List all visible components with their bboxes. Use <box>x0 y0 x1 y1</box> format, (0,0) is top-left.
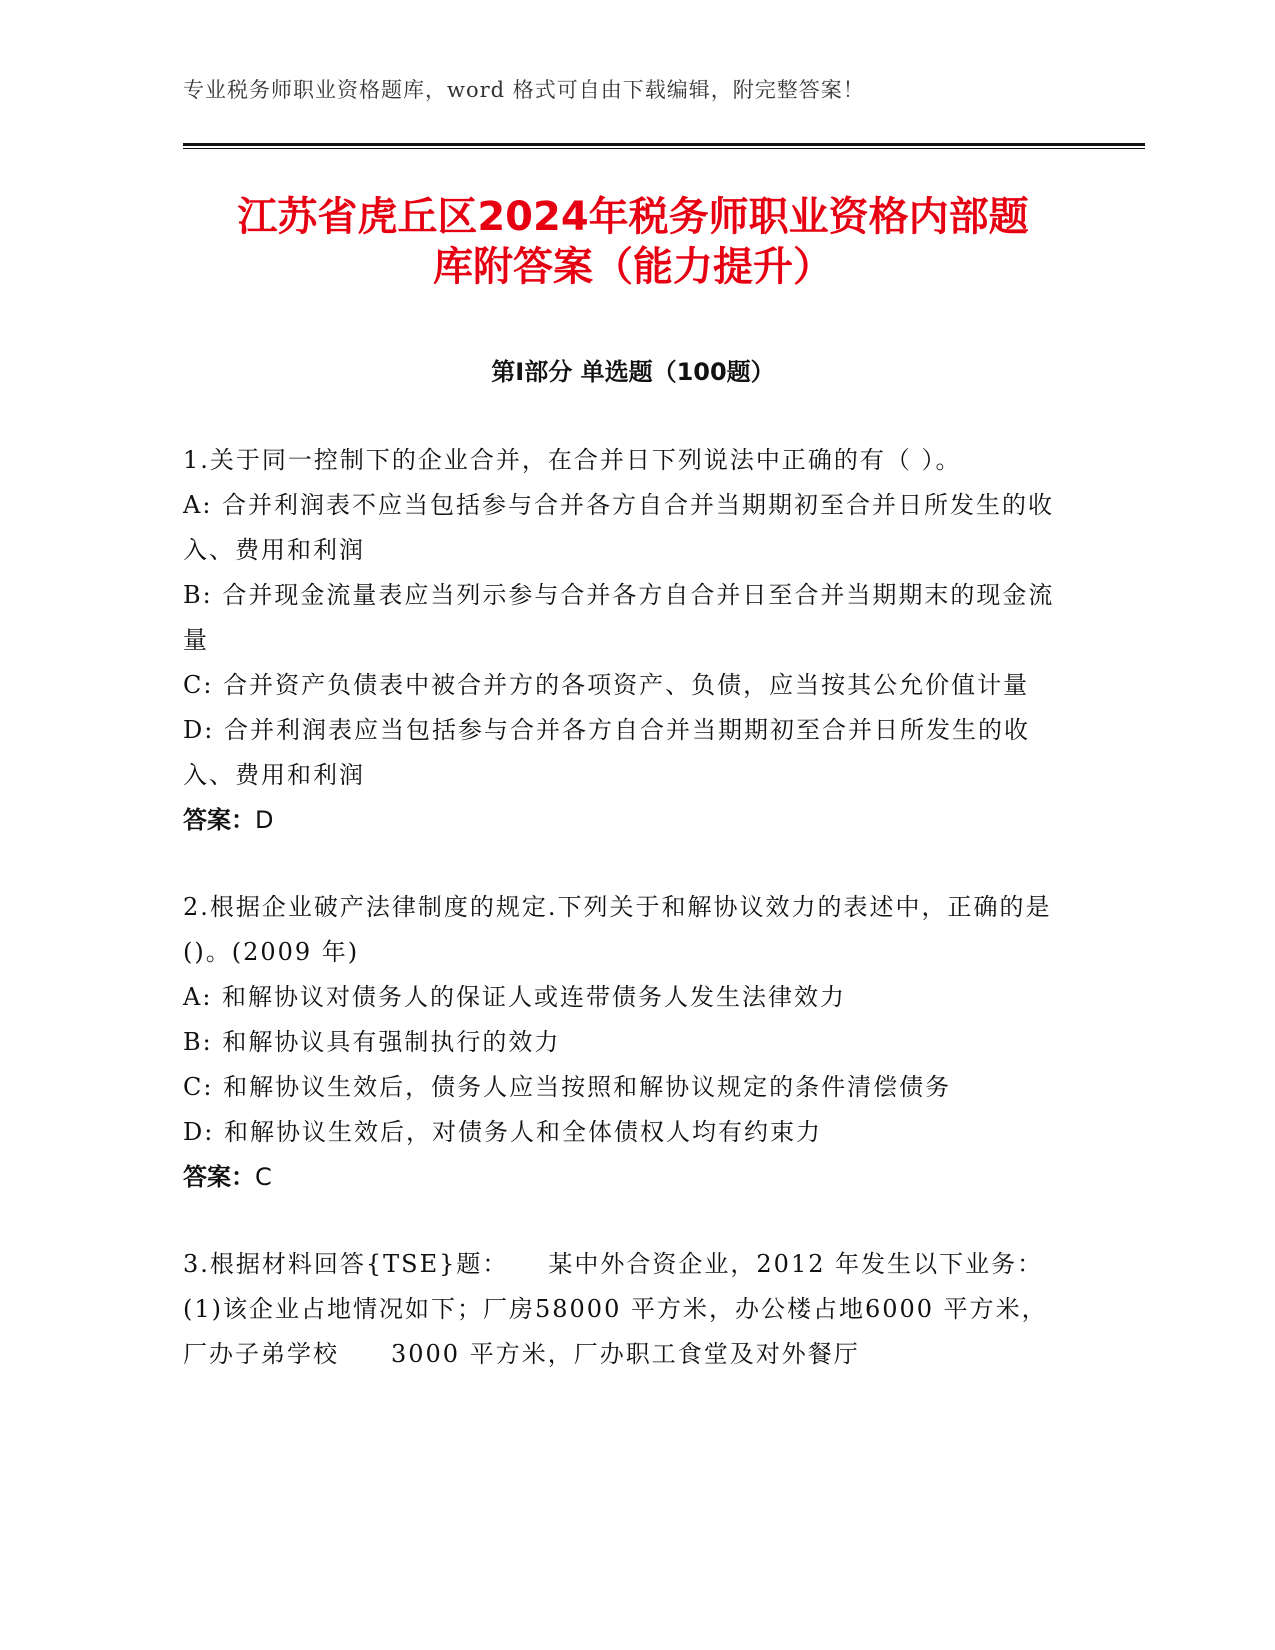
question-text: 3.根据材料回答{TSE}题： 某中外合资企业，2012 年发生以下业务： (1)该企业占地情况如下；厂房58000 平方米，办公楼占地6000 平方米，厂办子弟学校 3000 平方米，厂办职工食堂及对外餐厅 <box>183 1250 1084 1368</box>
document-title-line-1: 江苏省虎丘区2024年税务师职业资格内部题 <box>237 194 1029 240</box>
answer-value: C <box>255 1163 272 1191</box>
section-title: 第Ⅰ部分 单选题（100题） <box>491 358 775 386</box>
answer-line <box>183 798 1063 843</box>
option-b: B: 合并现金流量表应当列示参与合并各方自合并日至合并当期期末的现金流量 <box>183 581 1055 654</box>
option-d: D: 和解协议生效后，对债务人和全体债权人均有约束力 <box>183 1118 822 1146</box>
option-c: C: 和解协议生效后，债务人应当按照和解协议规定的条件清偿债务 <box>183 1073 952 1101</box>
answer-label: 答案： <box>183 1163 255 1191</box>
question-text: 2.根据企业破产法律制度的规定.下列关于和解协议效力的表述中，正确的是()。(2009 年) <box>183 893 1052 966</box>
document-title <box>183 192 1083 292</box>
question-1 <box>183 438 1063 843</box>
answer-label: 答案： <box>183 806 255 834</box>
document-title-line-2: 库附答案（能力提升） <box>433 244 833 290</box>
option-c: C: 合并资产负债表中被合并方的各项资产、负债，应当按其公允价值计量 <box>183 671 1030 699</box>
header-note: 专业税务师职业资格题库，word 格式可自由下载编辑，附完整答案！ <box>183 78 865 102</box>
option-d: D: 合并利润表应当包括参与合并各方自合并当期期初至合并日所发生的收入、费用和利润 <box>183 716 1030 789</box>
header-rule-thick <box>183 143 1145 146</box>
option-b: B: 和解协议具有强制执行的效力 <box>183 1028 561 1056</box>
header-rule-thin <box>183 148 1145 149</box>
question-list <box>183 438 1084 1419</box>
answer-line <box>183 1155 1063 1200</box>
option-a: A: 合并利润表不应当包括参与合并各方自合并当期期初至合并日所发生的收入、费用和利润 <box>183 491 1055 564</box>
question-3 <box>183 1242 1084 1377</box>
question-text: 1.关于同一控制下的企业合并，在合并日下列说法中正确的有（ ）。 <box>183 446 962 474</box>
question-2 <box>183 885 1063 1200</box>
answer-value: D <box>255 806 274 834</box>
option-a: A: 和解协议对债务人的保证人或连带债务人发生法律效力 <box>183 983 847 1011</box>
